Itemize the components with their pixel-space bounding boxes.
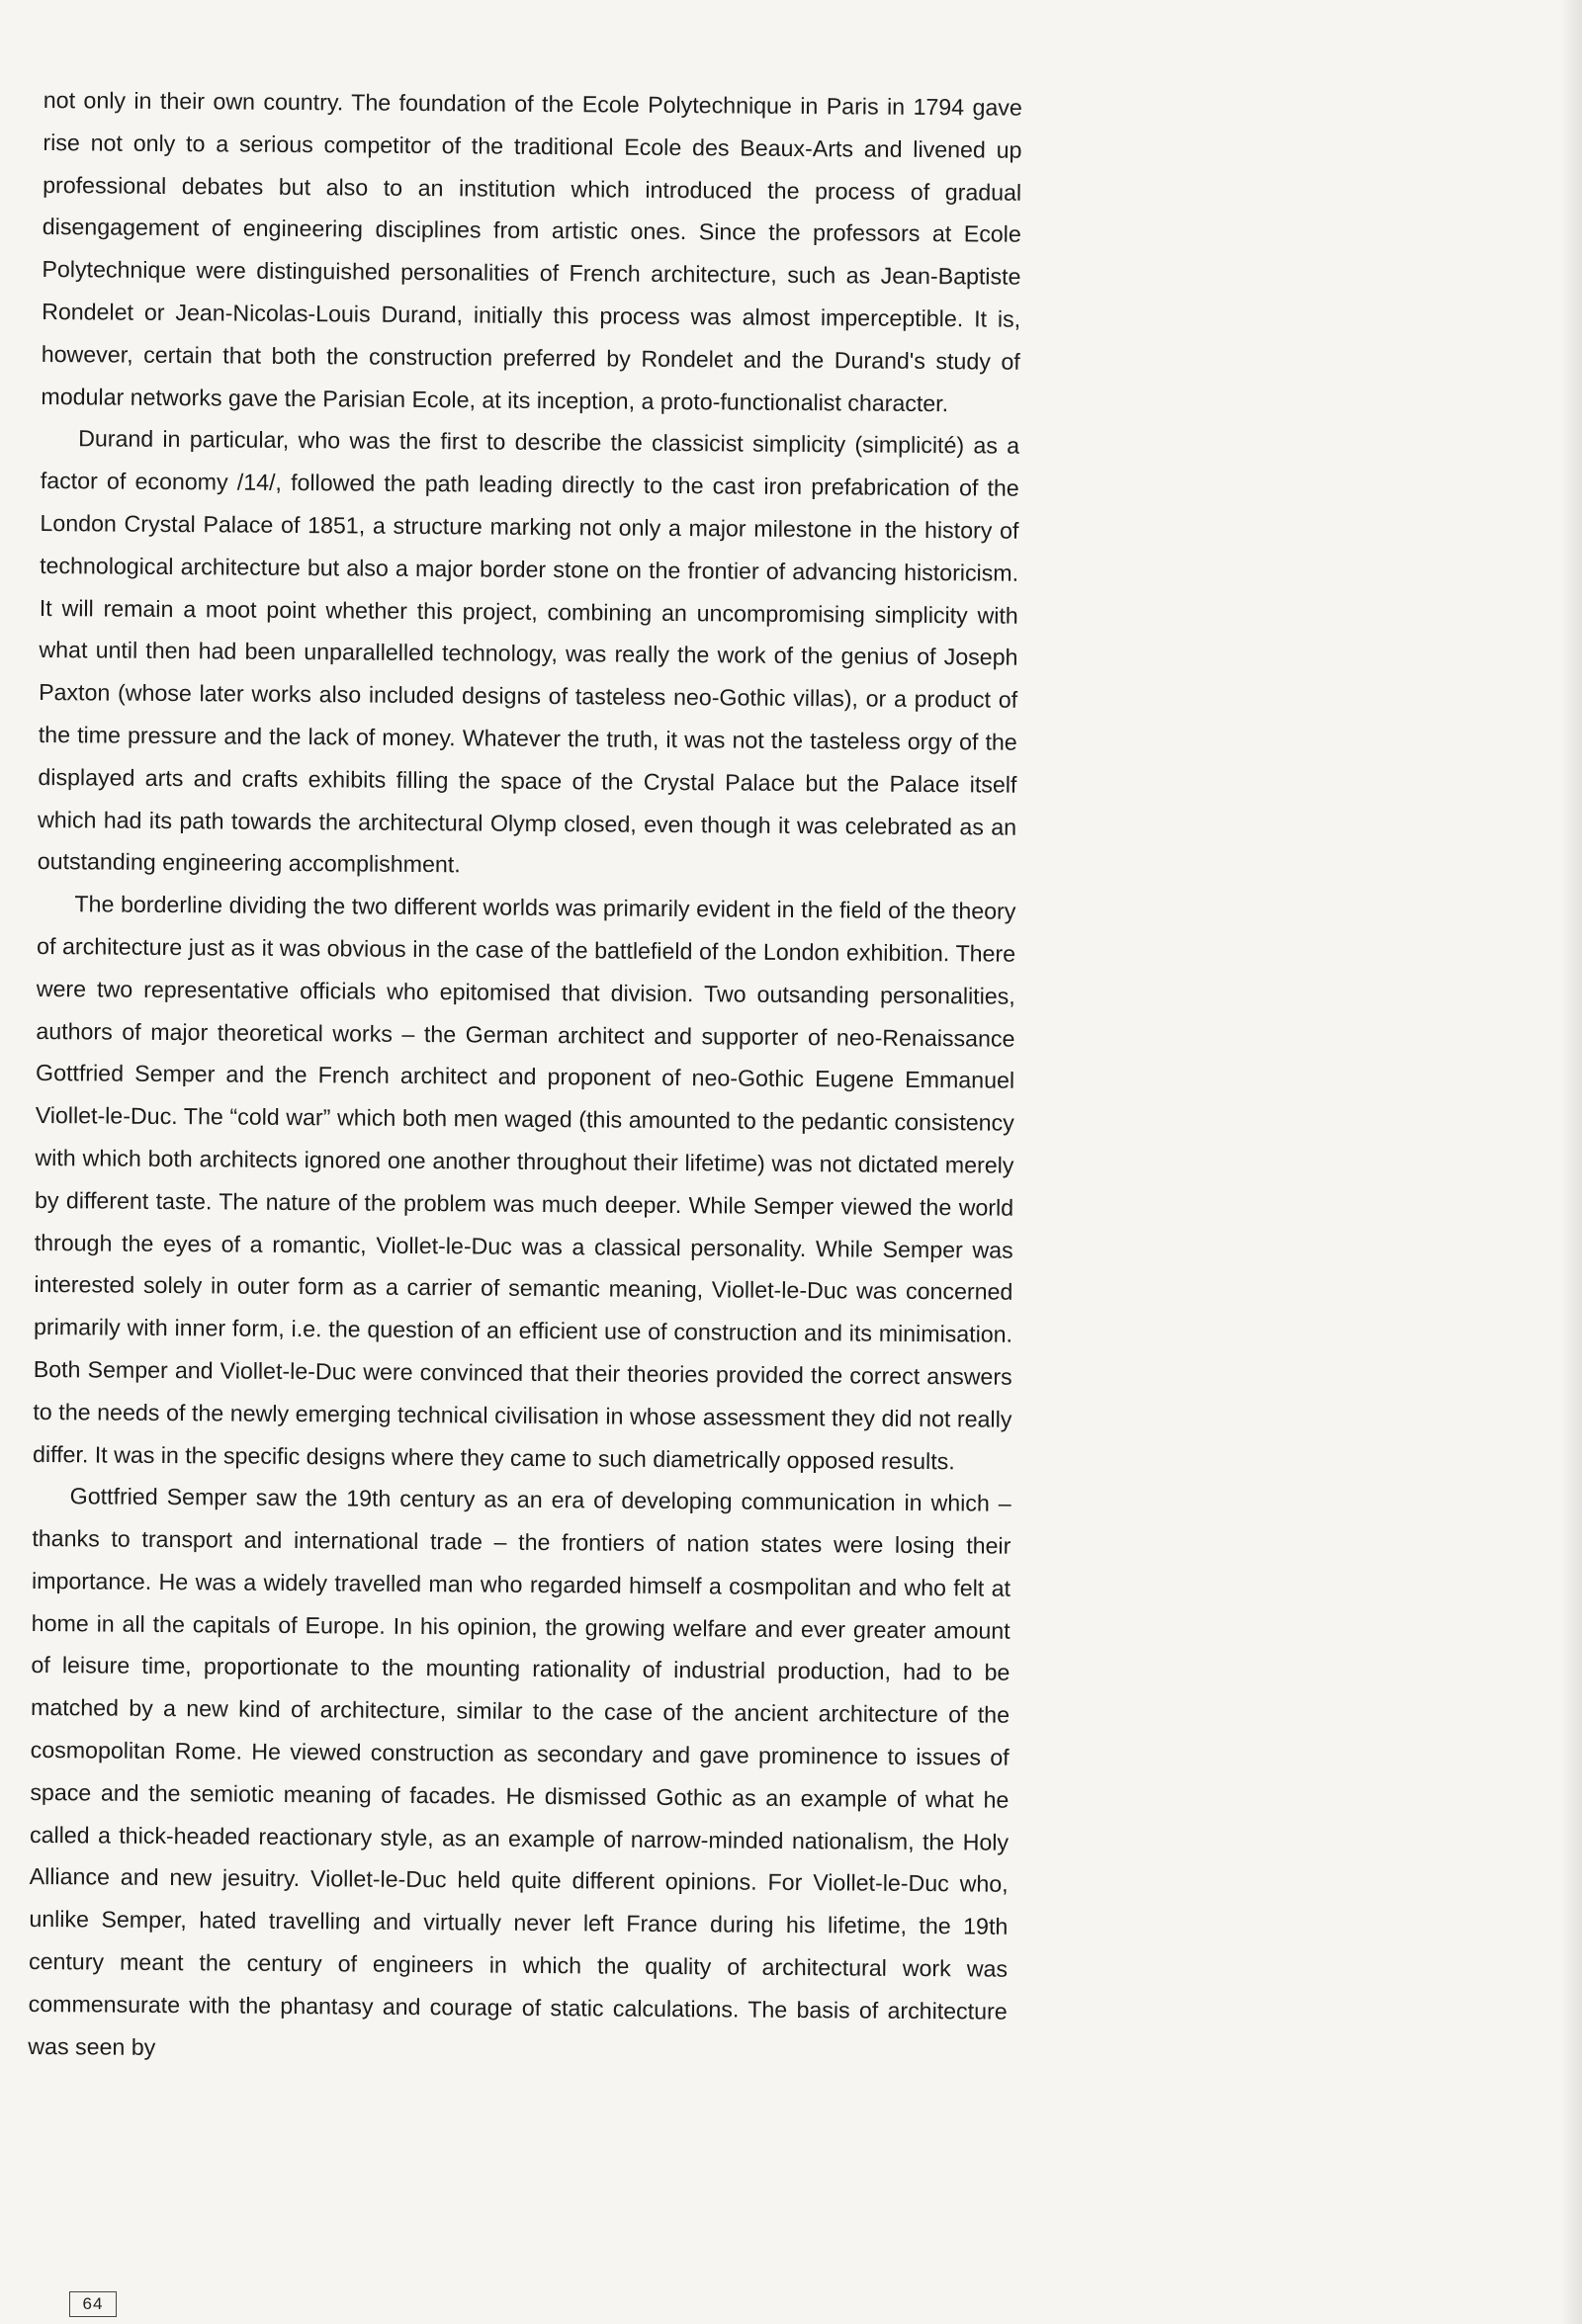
page-edge-shadow xyxy=(1560,0,1582,2324)
page-number: 64 xyxy=(69,2291,117,2317)
paragraph-2: Durand in particular, who was the first to describe the classicist simplicity (simplicité) as a factor of economy /14/, followed the path leading directly to the cast iron prefabrication of the London Crystal Palace of 1851, a structure marking not only a major milestone in the history of technological architecture but also a major border stone on the frontier of advancing historicism. It will remain a moot point whether this project, combining an uncompromising simplicity with what until then had been unparallelled technology, was really the work of the genius of Joseph Paxton (whose later works also included designs of tasteless neo-Gothic villas), or a product of the time pressure and the lack of money. Whatever the truth, it was not the tasteless orgy of the displayed arts and crafts exhibits filling the space of the Crystal Palace but the Palace itself which had its path towards the architectural Olymp closed, even though it was celebrated as an outstanding engineering accomplishment. xyxy=(37,425,1020,878)
paragraph-1: not only in their own country. The foundation of the Ecole Polytechnique in Paris in 1794 gave rise not only to a serious competitor of the traditional Ecole des Beaux-Arts and livened up professional debates but also to an institution which introduced the process of gradual disengagement of engineering disciplines from artistic ones. Since the professors at Ecole Polytechnique were distinguished personalities of French architecture, such as Jean-Baptiste Rondelet or Jean-Nicolas-Louis Durand, initially this process was almost imperceptible. It is, however, certain that both the construction preferred by Rondelet and the Durand's study of modular networks gave the Parisian Ecole, at its inception, a proto-functionalist character. xyxy=(41,86,1022,416)
bleed-through-marginalia xyxy=(1060,1461,1327,1526)
paragraph-3: The borderline dividing the two different worlds was primarily evident in the field of the theory of architecture just as it was obvious in the case of the battlefield of the London exhibition. There were two representative officials who epitomised that division. Two outsanding personalities, authors of major theoretical works – the German architect and supporter of neo-Renaissance Gottfried Semper and the French architect and proponent of neo-Gothic Eugene Emmanuel Viollet-le-Duc. The “cold war” which both men waged (this amounted to the pedantic consistency with which both architects ignored one another throughout their lifetime) was not dictated merely by different taste. The nature of the problem was much deeper. While Semper viewed the world through the eyes of a romantic, Viollet-le-Duc was a classical personality. While Semper was interested solely in outer form as a carrier of semantic meaning, Viollet-le-Duc was concerned primarily with inner form, i.e. the question of an efficient use of construction and its minimisation. Both Semper and Viollet-le-Duc were convinced that their theories provided the correct answers to the needs of the newly emerging technical civilisation in whose assessment they did not really differ. It was in the specific designs where they came to such diametrically opposed results. xyxy=(32,891,1016,1474)
body-text-column xyxy=(28,79,1022,2075)
paragraph-4: Gottfried Semper saw the 19th century as an era of developing communication in which – thanks to transport and international trade – the frontiers of nation states were losing their importance. He was a widely travelled man who regarded himself a cosmpolitan and who felt at home in all the capitals of Europe. In his opinion, the growing welfare and ever greater amount of leisure time, proportionate to the mounting rationality of industrial production, had to be matched by a new kind of architecture, similar to the case of the ancient architecture of the cosmopolitan Rome. He viewed construction as secondary and gave prominence to issues of space and the semiotic meaning of facades. He dismissed Gothic as an example of what he called a thick-headed reactionary style, as an example of narrow-minded nationalism, the Holy Alliance and new jesuitry. Viollet-le-Duc held quite different opinions. For Viollet-le-Duc who, unlike Semper, hated travelling and virtually never left France during his lifetime, the 19th century meant the century of engineers in which the quality of architectural work was commensurate with the phantasy and courage of static calculations. The basis of architecture was seen by xyxy=(28,1483,1011,2060)
